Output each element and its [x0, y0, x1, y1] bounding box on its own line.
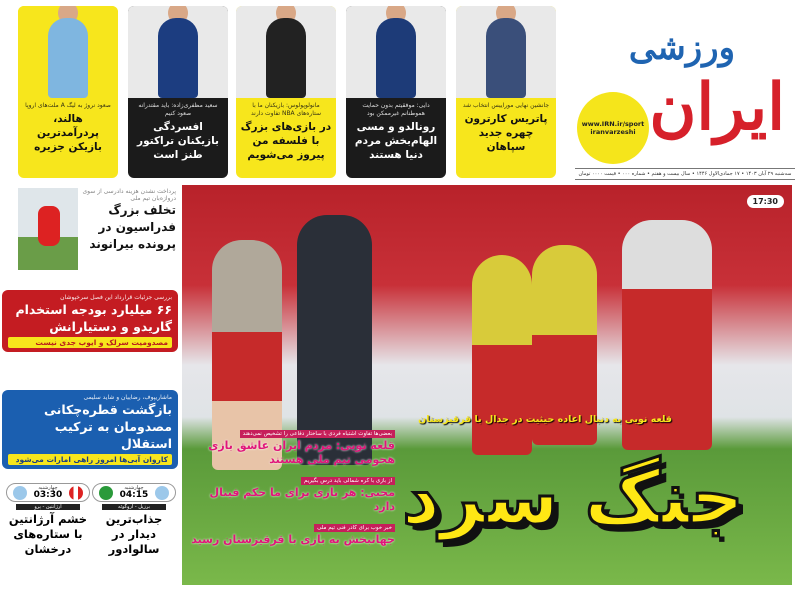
story-title: تخلف بزرگ فدراسیون در پرونده بیرانوند — [89, 203, 176, 251]
story-persepolis[interactable] — [2, 290, 178, 352]
uruguay-flag-icon — [155, 486, 169, 500]
top-story-card-3[interactable] — [236, 6, 336, 178]
website-badge — [577, 92, 649, 164]
card-subtitle: دایی: موفقیتم بدون حمایت هموطنانم غیرممکن بود — [362, 102, 430, 117]
match-label: آرژانتین - پرو — [16, 504, 80, 510]
top-story-card-5[interactable] — [18, 6, 118, 178]
match-title: خشم آرژانتین با ستاره‌های درخشان — [8, 512, 88, 556]
social-handle: iranvarzeshi — [590, 128, 636, 136]
story-esteghlal[interactable] — [2, 390, 178, 469]
match-time: 04:15 — [119, 490, 149, 500]
story-tag: بعضی‌ها تفاوت اشتباه فردی با ساختار دفاعی را تشخیص نمی‌دهند — [240, 430, 395, 438]
match-day: چهارشنبه — [124, 485, 144, 491]
story-title[interactable]: محبی: هر بازی برای ما حکم فینال دارد — [209, 486, 395, 513]
match-label: برزیل - اروگوئه — [102, 504, 166, 510]
card-subtitle: جانشین نهایی موراییس انتخاب شد — [462, 102, 550, 109]
story-title: بازگشت قطره‌چکانی مصدومان به ترکیب استقلال — [44, 402, 172, 451]
photo — [346, 6, 446, 98]
headline-kicker: قلعه نویی به دنبال اعاده حیثیت در جدال با قرقیزستان — [418, 414, 672, 425]
side-stories — [190, 420, 395, 547]
goalkeeper-photo — [18, 188, 78, 270]
card-title: در بازی‌های بزرگ با فلسفه من پیروز می‌شویم — [240, 121, 332, 161]
card-title: پاتریس کارترون چهره جدید سپاهان — [464, 113, 548, 153]
peru-flag-icon — [69, 486, 83, 500]
story-title: ۶۶ میلیارد بودجه استخدام گاریدو و دستیارانش — [15, 302, 172, 334]
argentina-flag-icon — [13, 486, 27, 500]
story-title[interactable]: قلعه نویی: مردم ایران عاشق بازی هجومی تیم ملی هستند — [208, 439, 395, 466]
main-headline: جنگ سرد — [402, 455, 744, 541]
photo — [18, 6, 118, 98]
card-title: هالند، پردرآمدترین بازیکن جزیره — [34, 113, 102, 153]
story-strip: مصدومیت سرلک و ایوب جدی نیست — [8, 337, 172, 348]
masthead-logo — [575, 10, 795, 170]
card-subtitle: صعود نروژ به لیگ A ملت‌های اروپا — [25, 102, 111, 109]
website-url: www.IRN.ir/sport — [581, 120, 645, 128]
photo — [236, 6, 336, 98]
match-time: 03:30 — [33, 490, 63, 500]
match-score-box — [6, 483, 90, 502]
dateline: سه‌شنبه ۲۹ آبان ۱۴۰۳ • ۱۷ جمادی‌الاول ۱۴۴۶ • سال بیست و هفتم • شماره ۰۰۰ • قیمت ۰۰۰۰ تومان — [575, 168, 795, 180]
match-argentina-peru[interactable] — [6, 483, 90, 557]
card-title: افسردگی بازیکنان تراکتور طنز است — [137, 121, 219, 161]
top-story-card-1[interactable] — [456, 6, 556, 178]
logo-main: ایران — [649, 70, 785, 145]
card-title: رونالدو و مسی الهام‌بخش مردم دنیا هستند — [354, 121, 438, 161]
photo — [128, 6, 228, 98]
main-photo-story[interactable] — [182, 185, 792, 585]
card-subtitle: سعید مظفری‌زاده: باید مقتدرانه صعود کنیم — [138, 102, 218, 117]
story-subtitle: پرداخت نشدن هزینه دادرسی از سوی دروازه‌بان تیم ملی — [82, 188, 176, 202]
match-score-box — [92, 483, 176, 502]
story-tag: از بازی با کره شمالی باید درس بگیریم — [301, 477, 395, 485]
story-subtitle: ماشاریپوف، رضاییان و شاید سلیمی — [83, 394, 172, 401]
brazil-flag-icon — [99, 486, 113, 500]
story-tag: خبر خوب برای کادر فنی تیم ملی — [314, 524, 395, 532]
card-subtitle: مانولوپولوس: بازیکنان ما با ستاره‌های NBA تفاوت دارند — [251, 102, 321, 117]
photo — [456, 6, 556, 98]
match-time-badge: 17:30 — [747, 195, 784, 208]
top-story-card-4[interactable] — [128, 6, 228, 178]
story-subtitle: بررسی جزئیات قرارداد این فصل سرخپوشان — [60, 294, 172, 301]
top-story-card-2[interactable] — [346, 6, 446, 178]
match-brazil-uruguay[interactable] — [92, 483, 176, 557]
story-title[interactable]: جهانبخش به بازی با قرقیزستان رسید — [191, 533, 395, 546]
story-beiranvand[interactable] — [2, 188, 178, 278]
match-day: چهارشنبه — [38, 485, 58, 491]
story-strip: کاروان آبی‌ها امروز راهی امارات می‌شود — [8, 454, 172, 465]
match-title: جذاب‌ترین دیدار در سالوادور — [105, 512, 163, 556]
logo-sub: ورزشی — [628, 28, 735, 68]
